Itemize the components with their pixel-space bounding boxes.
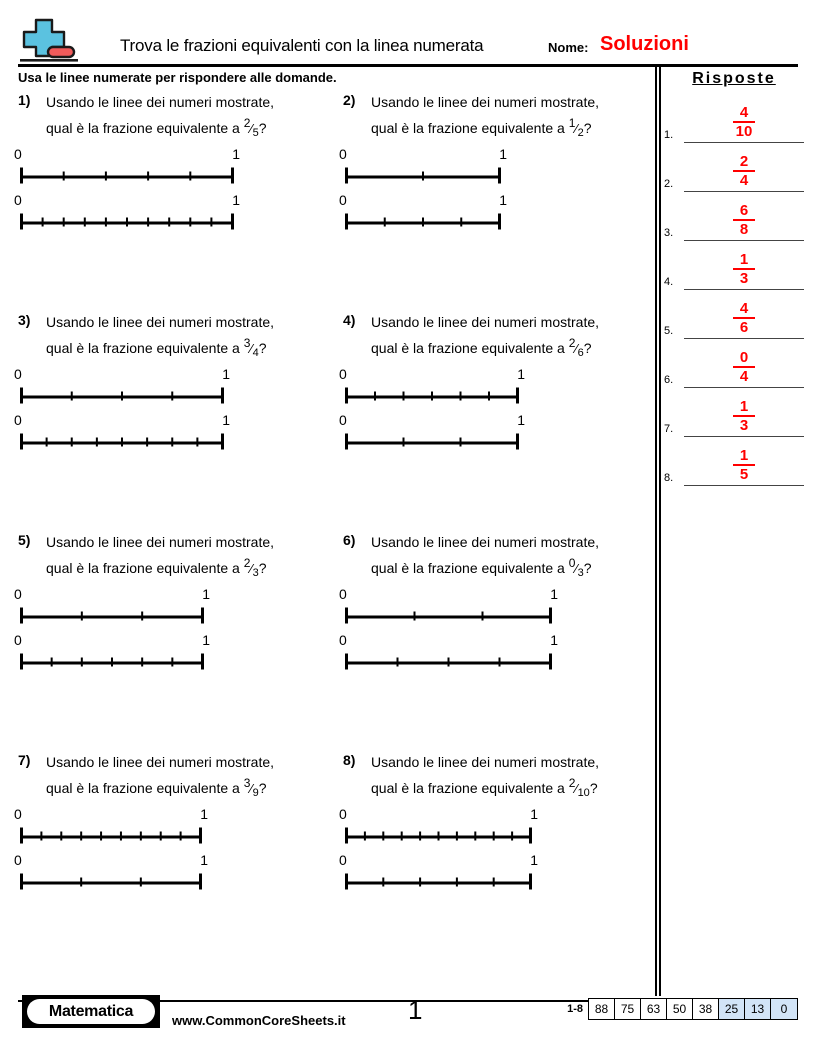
question-header <box>18 752 328 802</box>
question-1 <box>14 92 328 238</box>
answer-fraction <box>684 350 804 386</box>
number-lines <box>14 365 328 458</box>
question-text <box>46 92 328 142</box>
number-line-label-zero: 0 <box>14 585 22 602</box>
fraction-numerator: 1 <box>568 115 576 130</box>
answer-numerator: 2 <box>739 152 749 170</box>
answer-index: 3. <box>664 227 674 239</box>
question-fraction <box>244 554 259 582</box>
number-line-label-zero: 0 <box>14 365 22 382</box>
question-index: 4) <box>343 312 356 328</box>
answer-fraction <box>684 448 804 484</box>
answer-blank-line <box>684 485 804 487</box>
question-suffix: ? <box>258 779 267 796</box>
answer-row <box>664 437 804 486</box>
number-line-label-zero: 0 <box>14 805 22 822</box>
answer-fraction <box>684 399 804 435</box>
question-row <box>14 92 648 312</box>
question-fraction <box>569 334 584 362</box>
question-text <box>46 752 328 802</box>
fraction-numerator: 2 <box>568 775 576 790</box>
fraction-denominator: 5 <box>252 126 259 139</box>
answer-row <box>664 388 804 437</box>
fraction-slash: ⁄ <box>575 340 578 356</box>
number-line-labels <box>339 585 558 603</box>
question-fraction <box>244 334 259 362</box>
answer-numerator: 1 <box>739 397 749 415</box>
answer-denominator: 5 <box>739 466 749 484</box>
score-cell: 88 <box>589 999 615 1019</box>
answer-fraction <box>684 203 804 239</box>
question-line-2: qual è la frazione equivalente a <box>371 119 565 136</box>
number-line-labels <box>14 145 240 163</box>
instructions-text: Usa le linee numerate per rispondere alle domande. <box>18 70 337 85</box>
question-4 <box>339 312 653 458</box>
number-line-bottom <box>339 631 653 678</box>
number-line-labels <box>339 145 507 163</box>
number-lines <box>339 365 653 458</box>
question-fraction <box>244 774 259 802</box>
fraction-slash: ⁄ <box>575 560 578 576</box>
score-cell: 50 <box>667 999 693 1019</box>
question-index: 1) <box>18 92 31 108</box>
page-number: 1 <box>408 995 423 1025</box>
question-line-2: qual è la frazione equivalente a <box>371 339 565 356</box>
answers-title: Risposte <box>692 70 776 87</box>
number-line-bottom <box>14 411 328 458</box>
question-fraction <box>244 114 259 142</box>
number-line-label-one: 1 <box>550 631 558 648</box>
fraction-numerator: 2 <box>243 115 251 130</box>
number-line-label-zero: 0 <box>339 805 347 822</box>
name-value: Soluzioni <box>600 33 689 55</box>
question-line-1: Usando le linee dei numeri mostrate, <box>46 94 275 110</box>
question-fraction <box>569 554 584 582</box>
answer-numerator: 4 <box>739 299 749 317</box>
name-label: Nome: <box>548 40 589 55</box>
number-line-top <box>14 585 328 632</box>
page-title: Trova le frazioni equivalenti con la linea numerata <box>120 36 484 55</box>
answer-row <box>664 339 804 388</box>
number-line-label-zero: 0 <box>339 851 347 868</box>
number-line-top <box>14 145 328 192</box>
score-cells <box>588 998 798 1020</box>
number-line-labels <box>339 805 538 823</box>
question-line-1: Usando le linee dei numeri mostrate, <box>371 94 600 110</box>
question-2 <box>339 92 653 238</box>
fraction-slash: ⁄ <box>575 120 578 136</box>
question-text <box>371 532 653 582</box>
number-line-label-one: 1 <box>202 631 210 648</box>
question-header <box>18 532 328 582</box>
answer-fraction <box>684 105 804 141</box>
answer-fraction <box>684 301 804 337</box>
fraction-slash: ⁄ <box>250 780 253 796</box>
answer-index: 5. <box>664 325 674 337</box>
answer-row <box>664 241 804 290</box>
question-index: 2) <box>343 92 356 108</box>
fraction-numerator: 3 <box>243 775 251 790</box>
number-line-label-one: 1 <box>499 191 507 208</box>
question-text <box>371 92 653 142</box>
score-cell: 63 <box>641 999 667 1019</box>
number-line-label-one: 1 <box>517 411 525 428</box>
number-line-label-zero: 0 <box>339 365 347 382</box>
number-line-labels <box>339 851 538 869</box>
question-line-2: qual è la frazione equivalente a <box>46 119 240 136</box>
number-line-top <box>14 805 328 852</box>
question-line-1: Usando le linee dei numeri mostrate, <box>46 754 275 770</box>
answer-denominator: 4 <box>739 368 749 386</box>
question-3 <box>14 312 328 458</box>
answer-fraction <box>684 252 804 288</box>
number-line-label-one: 1 <box>200 851 208 868</box>
answer-row <box>664 143 804 192</box>
answer-row <box>664 192 804 241</box>
number-line-label-one: 1 <box>222 365 230 382</box>
answer-index: 8. <box>664 472 674 484</box>
subject-badge-label: Matematica <box>27 999 155 1024</box>
question-index: 3) <box>18 312 31 328</box>
number-line-label-zero: 0 <box>14 191 22 208</box>
fraction-slash: ⁄ <box>250 340 253 356</box>
question-header <box>343 752 653 802</box>
number-line-labels <box>14 631 210 649</box>
question-6 <box>339 532 653 678</box>
number-line-labels <box>14 851 208 869</box>
number-lines <box>14 145 328 238</box>
question-line-2: qual è la frazione equivalente a <box>46 559 240 576</box>
answer-row <box>664 290 804 339</box>
question-text <box>46 532 328 582</box>
question-index: 6) <box>343 532 356 548</box>
number-line-labels <box>14 805 208 823</box>
fraction-slash: ⁄ <box>250 560 253 576</box>
number-line-bottom <box>339 411 653 458</box>
number-line-label-one: 1 <box>202 585 210 602</box>
number-line-labels <box>339 411 525 429</box>
answers-column <box>664 70 804 486</box>
answer-numerator: 1 <box>739 250 749 268</box>
question-line-2: qual è la frazione equivalente a <box>371 779 565 796</box>
number-line-label-one: 1 <box>200 805 208 822</box>
question-header <box>18 92 328 142</box>
subject-badge <box>22 995 160 1028</box>
answer-numerator: 6 <box>739 201 749 219</box>
questions-grid <box>14 92 648 972</box>
answer-numerator: 1 <box>739 446 749 464</box>
number-line-top <box>14 365 328 412</box>
fraction-denominator: 10 <box>577 786 590 799</box>
score-cell: 0 <box>771 999 797 1019</box>
score-range-label: 1-8 <box>567 1003 583 1015</box>
number-line-label-one: 1 <box>232 191 240 208</box>
fraction-denominator: 6 <box>577 346 584 359</box>
question-text <box>371 312 653 362</box>
answer-denominator: 8 <box>739 221 749 239</box>
answer-index: 2. <box>664 178 674 190</box>
number-line-labels <box>339 191 507 209</box>
number-line-bottom <box>339 191 653 238</box>
number-line-label-zero: 0 <box>14 145 22 162</box>
question-suffix: ? <box>583 119 592 136</box>
question-fraction <box>569 114 584 142</box>
fraction-denominator: 3 <box>252 566 259 579</box>
number-line-label-zero: 0 <box>339 411 347 428</box>
answer-numerator: 4 <box>739 103 749 121</box>
question-line-1: Usando le linee dei numeri mostrate, <box>371 754 600 770</box>
question-line-1: Usando le linee dei numeri mostrate, <box>46 314 275 330</box>
number-line-label-one: 1 <box>530 851 538 868</box>
number-line-label-zero: 0 <box>14 851 22 868</box>
question-5 <box>14 532 328 678</box>
fraction-denominator: 4 <box>252 346 259 359</box>
fraction-numerator: 2 <box>243 555 251 570</box>
score-cell: 13 <box>745 999 771 1019</box>
question-suffix: ? <box>583 559 592 576</box>
question-line-1: Usando le linee dei numeri mostrate, <box>46 534 275 550</box>
question-line-2: qual è la frazione equivalente a <box>46 779 240 796</box>
answer-index: 7. <box>664 423 674 435</box>
number-line-label-one: 1 <box>530 805 538 822</box>
fraction-denominator: 9 <box>252 786 259 799</box>
number-lines <box>14 585 328 678</box>
question-7 <box>14 752 328 898</box>
answer-denominator: 6 <box>739 319 749 337</box>
fraction-denominator: 2 <box>577 126 584 139</box>
number-line-label-zero: 0 <box>339 145 347 162</box>
fraction-numerator: 0 <box>568 555 576 570</box>
number-line-top <box>339 805 653 852</box>
number-line-labels <box>14 365 230 383</box>
question-header <box>343 312 653 362</box>
question-suffix: ? <box>589 779 598 796</box>
question-index: 8) <box>343 752 356 768</box>
question-line-2: qual è la frazione equivalente a <box>46 339 240 356</box>
fraction-slash: ⁄ <box>250 120 253 136</box>
question-fraction <box>569 774 590 802</box>
question-suffix: ? <box>258 119 267 136</box>
number-lines <box>339 585 653 678</box>
header-divider <box>18 64 798 67</box>
number-lines <box>14 805 328 898</box>
number-lines <box>339 805 653 898</box>
answer-numerator: 0 <box>739 348 749 366</box>
number-line-label-one: 1 <box>222 411 230 428</box>
number-line-label-zero: 0 <box>339 191 347 208</box>
question-text <box>46 312 328 362</box>
number-line-label-one: 1 <box>517 365 525 382</box>
number-line-bottom <box>14 191 328 238</box>
question-line-1: Usando le linee dei numeri mostrate, <box>371 534 600 550</box>
fraction-denominator: 3 <box>577 566 584 579</box>
question-header <box>343 92 653 142</box>
question-row <box>14 532 648 752</box>
answer-denominator: 4 <box>739 172 749 190</box>
score-cell: 75 <box>615 999 641 1019</box>
fraction-slash: ⁄ <box>575 780 578 796</box>
number-line-labels <box>339 365 525 383</box>
answer-index: 4. <box>664 276 674 288</box>
number-line-labels <box>339 631 558 649</box>
question-header <box>18 312 328 362</box>
question-line-2: qual è la frazione equivalente a <box>371 559 565 576</box>
number-lines <box>339 145 653 238</box>
score-cell: 25 <box>719 999 745 1019</box>
number-line-label-one: 1 <box>499 145 507 162</box>
number-line-label-zero: 0 <box>339 585 347 602</box>
question-row <box>14 312 648 532</box>
number-line-labels <box>14 191 240 209</box>
answer-denominator: 3 <box>739 417 749 435</box>
number-line-label-zero: 0 <box>14 631 22 648</box>
answers-list <box>664 94 804 486</box>
answer-denominator: 3 <box>739 270 749 288</box>
question-index: 5) <box>18 532 31 548</box>
question-row <box>14 752 648 972</box>
answer-index: 6. <box>664 374 674 386</box>
question-header <box>343 532 653 582</box>
number-line-labels <box>14 585 210 603</box>
score-cell: 38 <box>693 999 719 1019</box>
score-table <box>567 998 798 1020</box>
number-line-bottom <box>14 631 328 678</box>
question-suffix: ? <box>258 339 267 356</box>
question-suffix: ? <box>258 559 267 576</box>
answer-denominator: 10 <box>735 123 753 141</box>
number-line-top <box>339 145 653 192</box>
question-8 <box>339 752 653 898</box>
number-line-top <box>339 365 653 412</box>
question-line-1: Usando le linee dei numeri mostrate, <box>371 314 600 330</box>
fraction-numerator: 2 <box>568 335 576 350</box>
number-line-bottom <box>339 851 653 898</box>
number-line-label-one: 1 <box>550 585 558 602</box>
fraction-numerator: 3 <box>243 335 251 350</box>
number-line-label-one: 1 <box>232 145 240 162</box>
answer-index: 1. <box>664 129 674 141</box>
question-suffix: ? <box>583 339 592 356</box>
question-index: 7) <box>18 752 31 768</box>
number-line-labels <box>14 411 230 429</box>
answer-column-divider <box>655 66 660 996</box>
plus-minus-logo-icon <box>18 16 80 64</box>
question-text <box>371 752 653 802</box>
number-line-label-zero: 0 <box>14 411 22 428</box>
number-line-label-zero: 0 <box>339 631 347 648</box>
site-url: www.CommonCoreSheets.it <box>172 1013 346 1028</box>
number-line-bottom <box>14 851 328 898</box>
answer-row <box>664 94 804 143</box>
answer-fraction <box>684 154 804 190</box>
number-line-top <box>339 585 653 632</box>
